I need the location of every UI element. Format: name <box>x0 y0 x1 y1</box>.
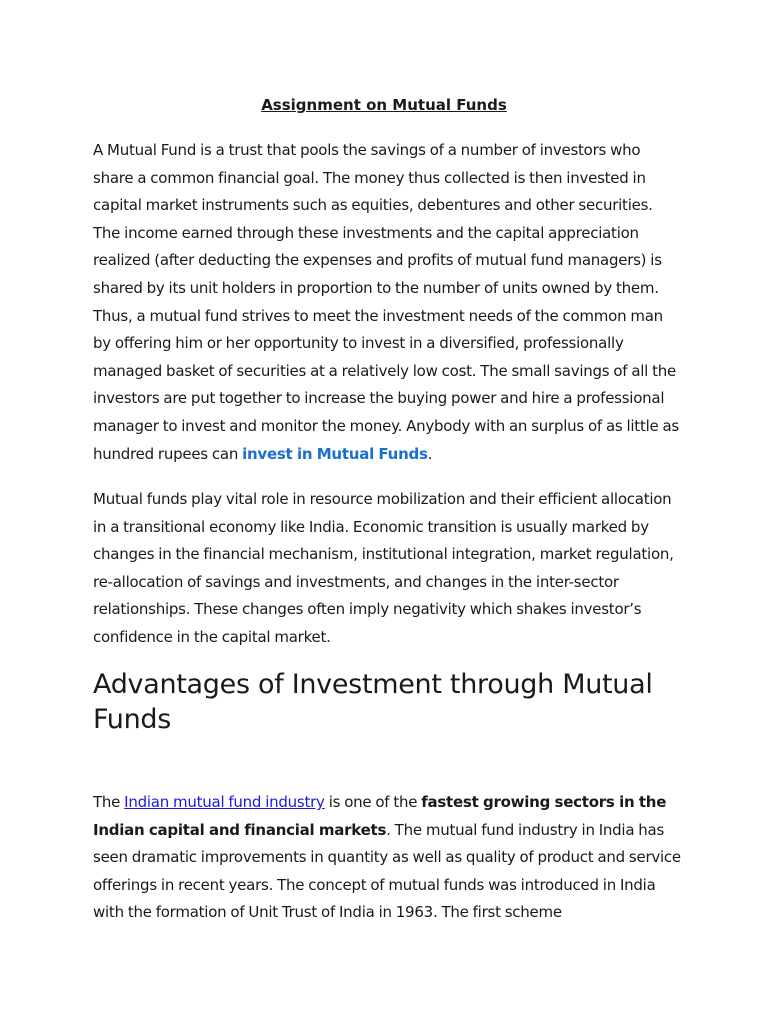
document-title: Assignment on Mutual Funds <box>261 96 507 114</box>
paragraph-industry-middle: is one of the <box>324 793 422 811</box>
paragraph-industry <box>93 789 683 927</box>
paragraph-intro <box>93 137 683 468</box>
paragraph-industry-rest: . The mutual fund industry in India has seen dramatic improvements in quantity as well as quality of product and service offerings in recent years. The concept of mutual funds was introduced in India with the formation of Unit Trust of India in 1963. The first scheme <box>93 820 681 922</box>
paragraph-industry-intro: The <box>93 793 125 811</box>
paragraph-intro-text: A Mutual Fund is a trust that pools the savings of a number of investors who share a common financial goal. The money thus collected is then invested in capital market instruments such as equities, debentures and other securities. The income earned through these investments and the capital appreciation realized (after deducting the expenses and profits of mutual fund managers) is shared by its unit holders in proportion to the number of units owned by them. Thus, a mutual fund strives to meet the investment needs of the common man by offering him or her opportunity to invest in a diversified, professionally managed basket of securities at a relatively low cost. The small savings of all the investors are put together to increase the buying power and hire a professional manager to invest and monitor the money. Anybody with an surplus of as little as hundred rupees can <box>93 141 679 463</box>
paragraph-intro-end: . <box>427 444 433 463</box>
invest-in-mutual-funds-link[interactable]: invest in Mutual Funds <box>242 444 428 463</box>
indian-mutual-fund-industry-link[interactable]: Indian mutual fund industry <box>124 793 325 811</box>
paragraph-industry-bold: fastest growing sectors in the Indian capital and financial markets <box>93 793 667 839</box>
section-heading: Advantages of Investment through Mutual Funds <box>93 669 653 735</box>
paragraph-role: Mutual funds play vital role in resource mobilization and their efficient allocation in a transitional economy like India. Economic transition is usually marked by changes in the financial mechanism, institutional integration, market regulation, re-allocation of savings and investments, and changes in the inter-sector relationships. These changes often imply negativity which shakes investor’s confidence in the capital market. <box>93 490 674 646</box>
